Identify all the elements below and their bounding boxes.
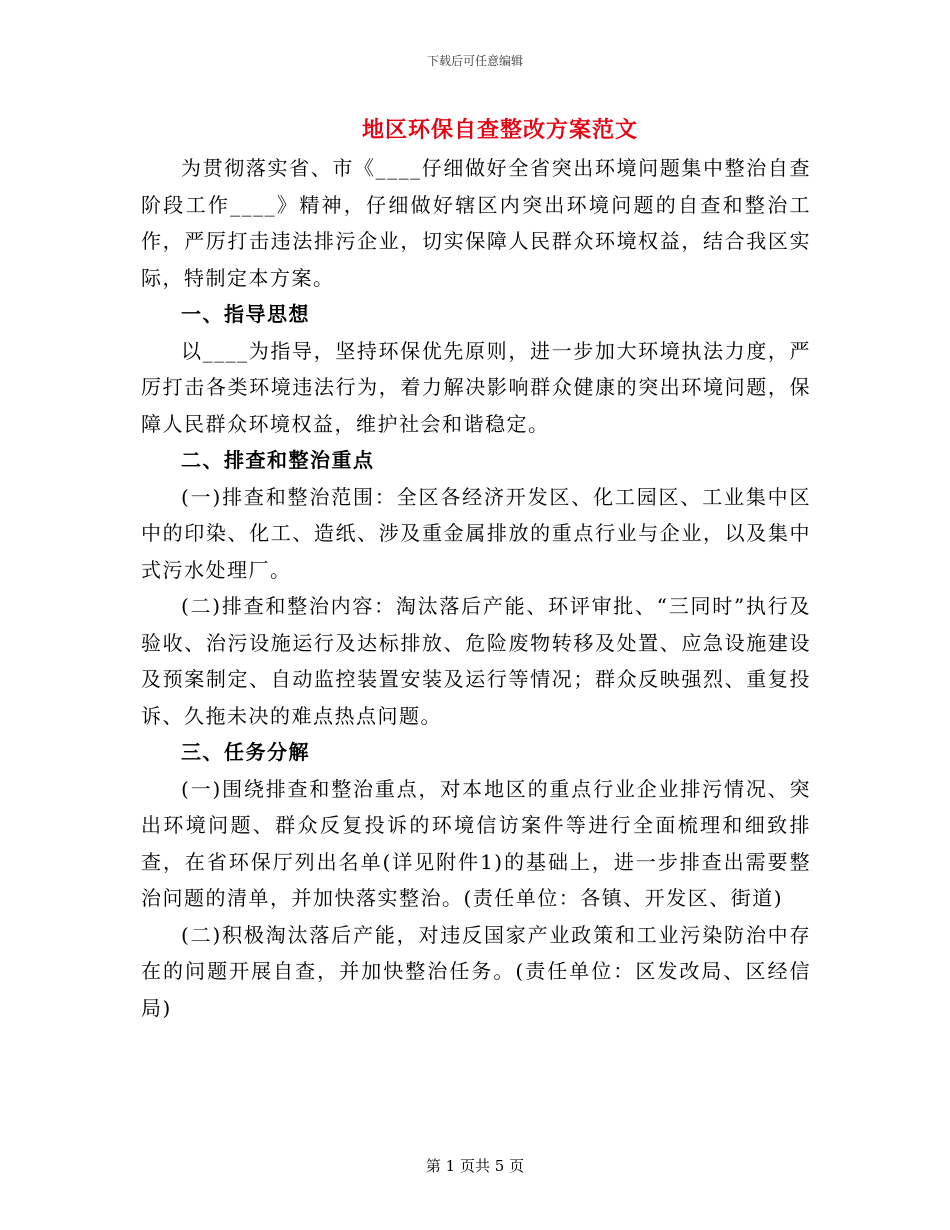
document-body [141, 150, 811, 1026]
section-heading-inspection-focus: 二、排查和整治重点 [181, 448, 375, 472]
section-paragraph-task-2: (二)积极淘汰落后产能，对违反国家产业政策和工业污染防治中存在的问题开展自查，并加快整治任务。(责任单位：区发改局、区经信局) [141, 922, 811, 1020]
section-paragraph-guiding-ideology: 以____为指导，坚持环保优先原则，进一步加大环境执法力度，严厉打击各类环境违法行为，着力解决影响群众健康的突出环境问题，保障人民群众环境权益，维护社会和谐稳定。 [141, 338, 811, 436]
section-heading-guiding-ideology: 一、指导思想 [181, 302, 310, 326]
page-header: 下载后可任意编辑 [426, 54, 523, 68]
section-paragraph-task-1: (一)围绕排查和整治重点，对本地区的重点行业企业排污情况、突出环境问题、群众反复投诉的环境信访案件等进行全面梳理和细致排查，在省环保厅列出名单(详见附件1)的基础上，进一步排查出需要整治问题的清单，并加快落实整治。(责任单位：各镇、开发区、街道) [141, 776, 811, 910]
page-number-footer: 第 1 页共 5 页 [425, 1157, 525, 1175]
document-title: 地区环保自查整改方案范文 [361, 117, 638, 143]
intro-paragraph: 为贯彻落实省、市《____仔细做好全省突出环境问题集中整治自查阶段工作____》精神，仔细做好辖区内突出环境问题的自查和整治工作，严厉打击违法排污企业，切实保障人民群众环境权益，结合我区实际，特制定本方案。 [141, 156, 811, 290]
section-paragraph-inspection-scope: (一)排查和整治范围：全区各经济开发区、化工园区、工业集中区中的印染、化工、造纸、涉及重金属排放的重点行业与企业，以及集中式污水处理厂。 [141, 484, 811, 582]
section-heading-task-breakdown: 三、任务分解 [181, 740, 310, 764]
section-paragraph-inspection-content: (二)排查和整治内容：淘汰落后产能、环评审批、“三同时”执行及验收、治污设施运行及达标排放、危险废物转移及处置、应急设施建设及预案制定、自动监控装置安装及运行等情况；群众反映强烈、重复投诉、久拖未决的难点热点问题。 [141, 594, 811, 728]
